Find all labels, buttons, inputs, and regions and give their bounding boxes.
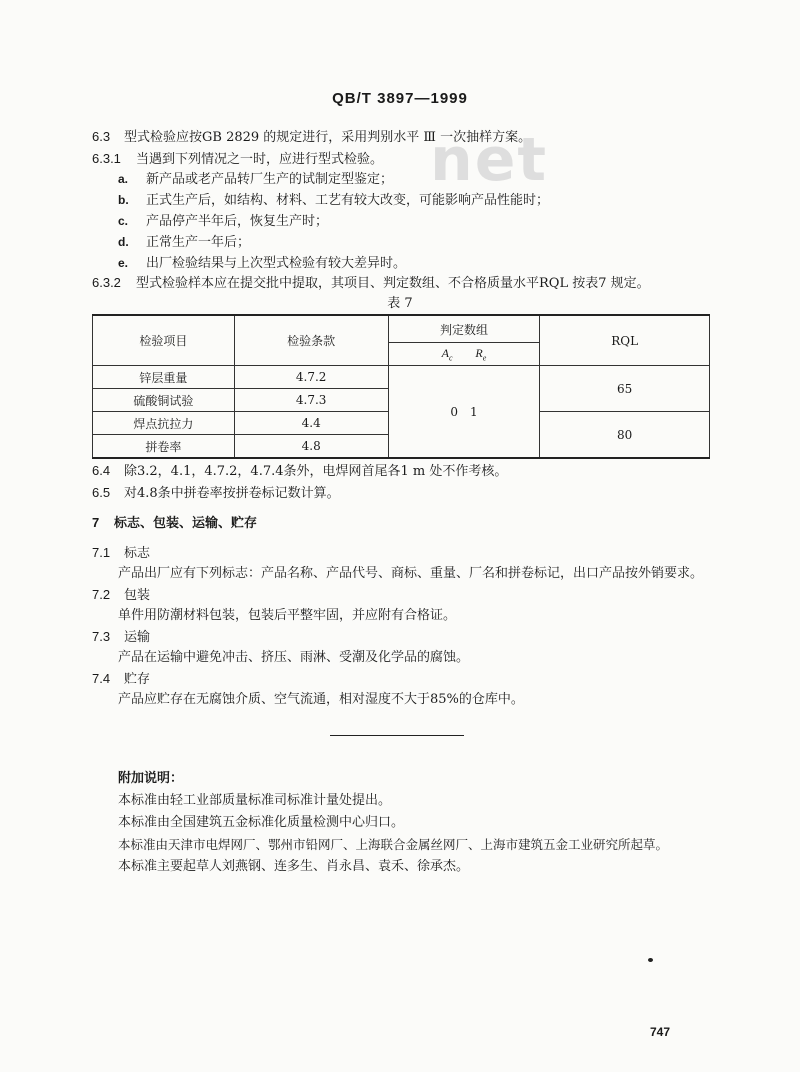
section-7-1-text: 产品出厂应有下列标志：产品名称、产品代号、商标、重量、厂名和拼卷标记，出口产品按外销要求。	[118, 566, 704, 581]
section-7-1-heading	[92, 544, 150, 563]
section-title: 贮存	[124, 672, 151, 687]
cell-clause: 4.7.2	[234, 366, 388, 389]
section-number: 7.4	[92, 671, 111, 686]
condition-c	[118, 212, 328, 231]
condition-text: 新产品或老产品转厂生产的试制定型鉴定；	[146, 172, 394, 187]
condition-letter: b.	[118, 193, 129, 207]
section-title: 运输	[124, 630, 151, 645]
scan-speck	[648, 958, 653, 962]
section-6-3-1	[92, 150, 383, 169]
section-7-4-heading	[92, 670, 150, 689]
header-ac-re	[388, 343, 540, 366]
section-7-4-text: 产品应贮存在无腐蚀介质、空气流通，相对湿度不大于85%的仓库中。	[118, 692, 524, 707]
section-number: 6.4	[92, 463, 111, 478]
section-7-2-text: 单件用防潮材料包装，包装后平整牢固，并应附有合格证。	[118, 608, 457, 623]
section-7-heading	[92, 514, 257, 533]
section-6-5	[92, 484, 340, 503]
cell-rql: 80	[540, 412, 710, 459]
cell-item: 硫酸铜试验	[93, 389, 235, 412]
cell-rql: 65	[540, 366, 710, 412]
section-number: 6.3.1	[92, 151, 121, 166]
condition-text: 正式生产后，如结构、材料、工艺有较大改变，可能影响产品性能时；	[146, 193, 550, 208]
condition-b	[118, 191, 549, 210]
table-row	[93, 366, 710, 389]
header-re: $R_e$	[475, 345, 487, 363]
condition-letter: a.	[118, 172, 129, 186]
section-text: 除3.2，4.1，4.7.2，4.7.4条外，电焊网首尾各1 m 处不作考核。	[124, 464, 508, 479]
section-number: 7.2	[92, 587, 111, 602]
section-6-4	[92, 462, 507, 481]
header-judge: 判定数组	[388, 315, 540, 343]
condition-letter: d.	[118, 235, 129, 249]
section-number: 6.5	[92, 485, 111, 500]
header-clause: 检验条款	[234, 315, 388, 366]
section-number: 7.1	[92, 545, 111, 560]
table-7	[92, 314, 710, 459]
section-7-3-heading	[92, 628, 150, 647]
notes-title: 附加说明：	[118, 771, 184, 786]
condition-text: 出厂检验结果与上次型式检验有较大差异时。	[146, 256, 407, 271]
condition-d	[118, 233, 250, 252]
header-rql: RQL	[540, 315, 710, 366]
notes-line: 本标准由全国建筑五金标准化质量检测中心归口。	[118, 815, 405, 830]
section-7-2-heading	[92, 586, 150, 605]
cell-item: 拼卷率	[93, 435, 235, 459]
cell-clause: 4.4	[234, 412, 388, 435]
condition-text: 产品停产半年后，恢复生产时；	[146, 214, 329, 229]
cell-clause: 4.8	[234, 435, 388, 459]
page-number: 747	[650, 1025, 671, 1039]
notes-line: 本标准由天津市电焊网厂、鄂州市铅网厂、上海联合金属丝网厂、上海市建筑五金工业研究所起草。	[118, 837, 669, 852]
section-divider	[330, 735, 464, 736]
condition-a	[118, 170, 393, 189]
condition-letter: e.	[118, 256, 129, 270]
cell-item: 焊点抗拉力	[93, 412, 235, 435]
table-caption: 表 7	[387, 296, 413, 311]
section-number: 7.3	[92, 629, 111, 644]
cell-clause: 4.7.3	[234, 389, 388, 412]
section-text: 当遇到下列情况之一时，应进行型式检验。	[136, 152, 384, 167]
section-7-3-text: 产品在运输中避免冲击、挤压、雨淋、受潮及化学品的腐蚀。	[118, 650, 470, 665]
document-header: QB/T 3897—1999	[332, 90, 468, 107]
header-ac: $A_c$	[441, 345, 453, 363]
section-title: 标志、包装、运输、贮存	[114, 516, 258, 531]
section-title: 包装	[124, 588, 151, 603]
section-number: 7	[92, 515, 100, 530]
section-6-3	[92, 128, 531, 147]
section-title: 标志	[124, 546, 151, 561]
condition-text: 正常生产一年后；	[146, 235, 251, 250]
section-text: 型式检验应按GB 2829 的规定进行，采用判别水平 Ⅲ 一次抽样方案。	[124, 130, 532, 145]
notes-line: 本标准主要起草人刘燕钢、连多生、肖永昌、袁禾、徐承杰。	[118, 859, 470, 874]
condition-e	[118, 254, 406, 273]
header-item: 检验项目	[93, 315, 235, 366]
watermark: net	[430, 125, 549, 195]
cell-item: 锌层重量	[93, 366, 235, 389]
section-text: 型式检验样本应在提交批中提取，其项目、判定数组、不合格质量水平RQL 按表7 规定。	[136, 276, 650, 291]
condition-letter: c.	[118, 214, 129, 228]
section-number: 6.3	[92, 129, 111, 144]
section-number: 6.3.2	[92, 275, 121, 290]
cell-judge: 0 1	[388, 366, 540, 459]
notes-line: 本标准由轻工业部质量标准司标准计量处提出。	[118, 793, 392, 808]
section-6-3-2	[92, 274, 650, 293]
section-text: 对4.8条中拼卷率按拼卷标记数计算。	[124, 486, 340, 501]
